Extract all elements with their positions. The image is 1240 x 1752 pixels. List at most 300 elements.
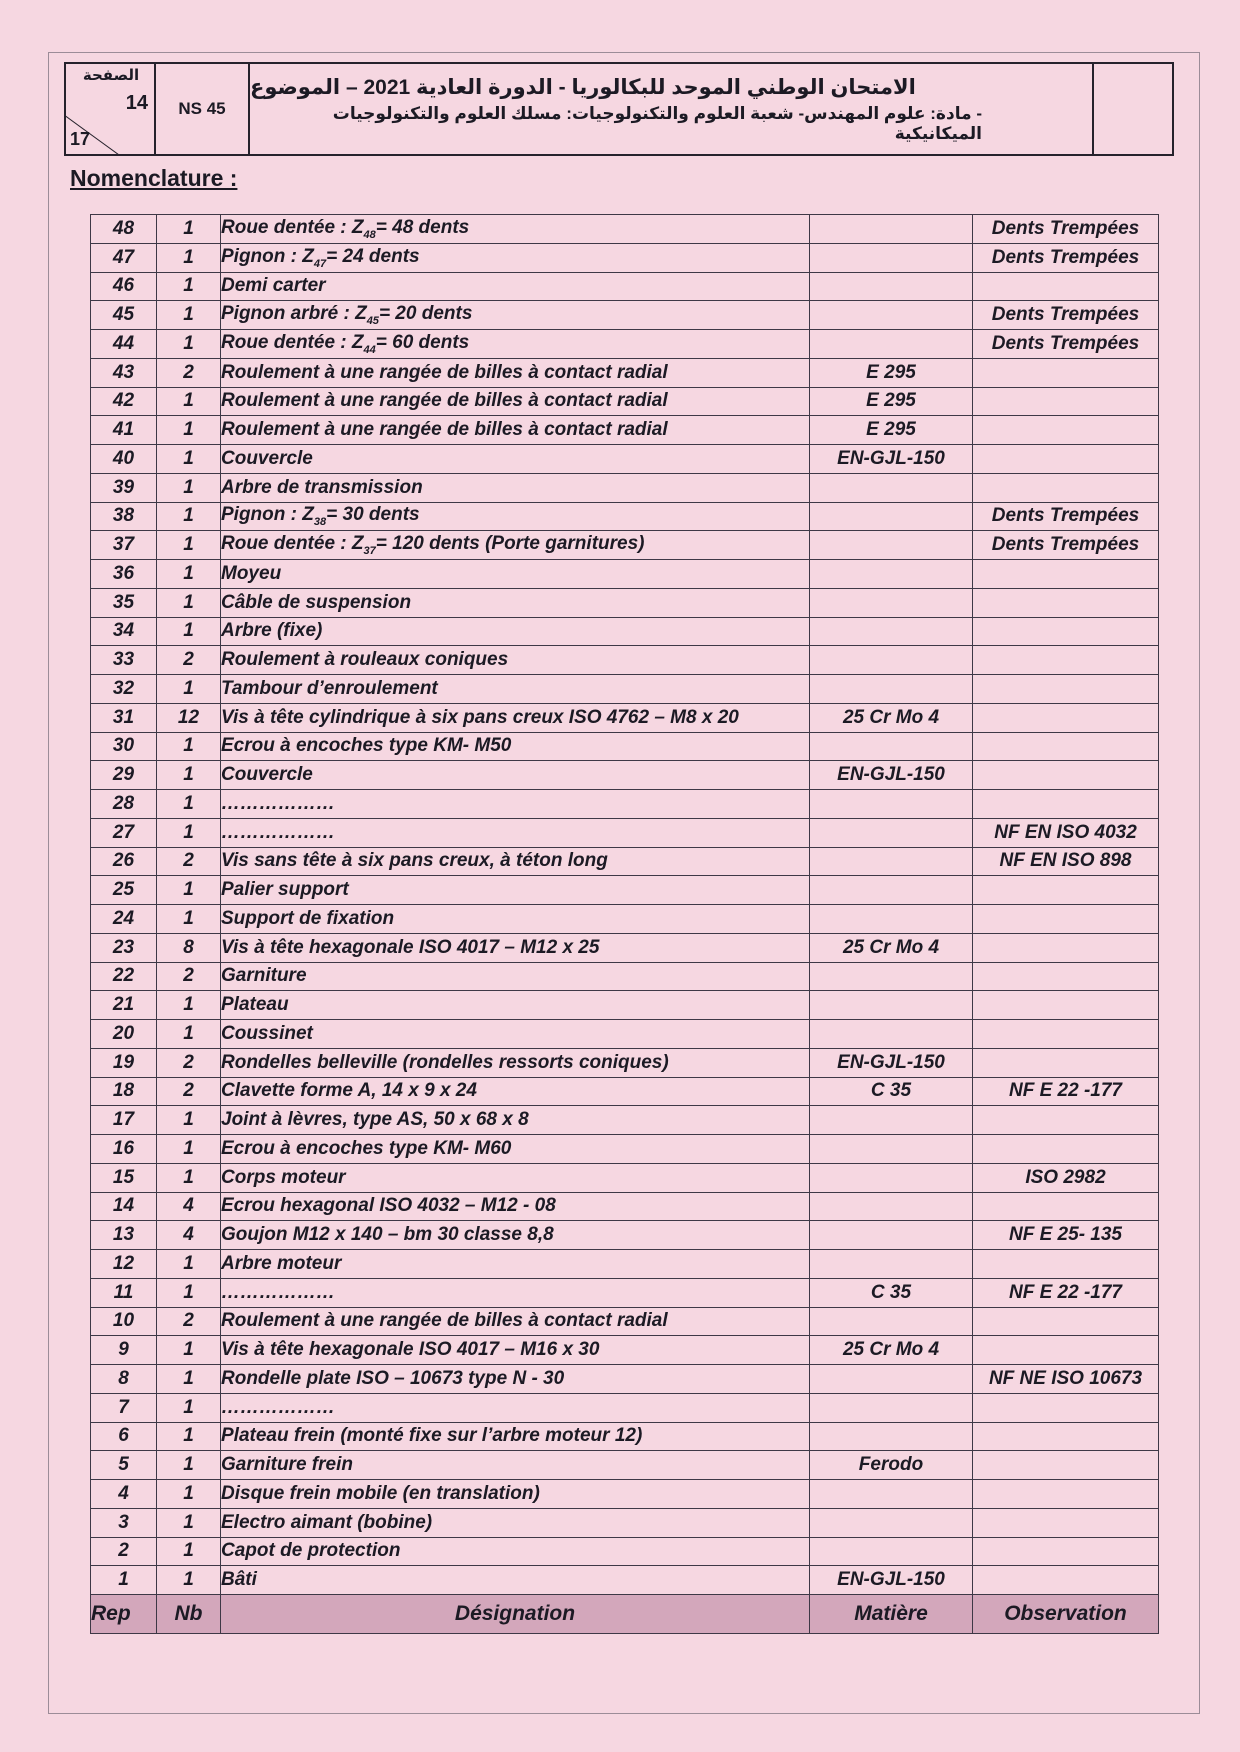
cell-observation (973, 1336, 1159, 1365)
cell-matiere: E 295 (810, 416, 973, 445)
cell-designation (221, 732, 810, 761)
cell-rep: 3 (91, 1508, 157, 1537)
cell-rep: 42 (91, 387, 157, 416)
cell-observation (973, 933, 1159, 962)
table-row (91, 675, 1159, 704)
cell-observation: NF E 22 -177 (973, 1278, 1159, 1307)
page-label: الصفحة (82, 67, 140, 84)
cell-observation (973, 445, 1159, 474)
table-row (91, 588, 1159, 617)
cell-observation (973, 272, 1159, 301)
table-row (91, 732, 1159, 761)
cell-observation: Dents Trempées (973, 243, 1159, 272)
cell-nb: 1 (157, 818, 221, 847)
designation-text: Pignon arbré : Z (221, 303, 367, 325)
cell-rep: 33 (91, 646, 157, 675)
table-row (91, 473, 1159, 502)
cell-nb: 2 (157, 1048, 221, 1077)
page-number-box (66, 64, 156, 154)
designation-text: Arbre moteur (221, 1252, 342, 1274)
cell-matiere (810, 818, 973, 847)
cell-observation (973, 703, 1159, 732)
cell-designation (221, 1048, 810, 1077)
designation-text: Ecrou hexagonal ISO 4032 – M12 - 08 (221, 1195, 556, 1217)
cell-matiere (810, 847, 973, 876)
cell-observation: NF E 22 -177 (973, 1077, 1159, 1106)
cell-matiere (810, 243, 973, 272)
table-row (91, 1336, 1159, 1365)
cell-observation (973, 1508, 1159, 1537)
cell-matiere (810, 1192, 973, 1221)
cell-nb: 1 (157, 761, 221, 790)
cell-observation (973, 991, 1159, 1020)
table-row (91, 387, 1159, 416)
cell-nb: 1 (157, 1422, 221, 1451)
cell-designation (221, 1278, 810, 1307)
cell-matiere (810, 1508, 973, 1537)
cell-rep: 4 (91, 1480, 157, 1509)
cell-rep: 40 (91, 445, 157, 474)
table-row (91, 646, 1159, 675)
cell-observation (973, 473, 1159, 502)
cell-designation (221, 876, 810, 905)
cell-observation (973, 876, 1159, 905)
cell-rep: 47 (91, 243, 157, 272)
designation-text: Roulement à rouleaux coniques (221, 649, 509, 671)
cell-designation (221, 905, 810, 934)
cell-observation (973, 588, 1159, 617)
page-total: 17 (70, 129, 91, 149)
cell-observation: ISO 2982 (973, 1163, 1159, 1192)
cell-matiere (810, 1307, 973, 1336)
cell-designation (221, 1537, 810, 1566)
table-row (91, 1192, 1159, 1221)
cell-nb: 1 (157, 1365, 221, 1394)
cell-nb: 1 (157, 905, 221, 934)
cell-designation (221, 761, 810, 790)
cell-nb: 8 (157, 933, 221, 962)
table-row (91, 1537, 1159, 1566)
cell-matiere (810, 646, 973, 675)
table-row (91, 1221, 1159, 1250)
cell-rep: 12 (91, 1250, 157, 1279)
cell-nb: 1 (157, 1135, 221, 1164)
table-row (91, 416, 1159, 445)
designation-suffix: = 24 dents (326, 245, 420, 267)
cell-designation (221, 703, 810, 732)
designation-suffix: = 20 dents (378, 303, 473, 325)
cell-nb: 2 (157, 646, 221, 675)
cell-matiere (810, 588, 973, 617)
cell-observation (973, 646, 1159, 675)
cell-matiere: EN-GJL-150 (810, 1048, 973, 1077)
cell-designation (221, 1508, 810, 1537)
cell-observation: Dents Trempées (973, 330, 1159, 359)
cell-observation: Dents Trempées (973, 301, 1159, 330)
designation-text: Câble de suspension (221, 591, 412, 613)
cell-matiere (810, 617, 973, 646)
cell-designation (221, 818, 810, 847)
cell-observation (973, 1393, 1159, 1422)
column-rep: Rep (91, 1595, 157, 1634)
designation-text: Couvercle (221, 764, 313, 786)
header-blank-box (1092, 64, 1172, 154)
cell-rep: 41 (91, 416, 157, 445)
tooth-count-subscript: 47 (313, 257, 327, 270)
cell-designation (221, 1221, 810, 1250)
cell-matiere: E 295 (810, 387, 973, 416)
cell-nb: 1 (157, 301, 221, 330)
cell-matiere (810, 1250, 973, 1279)
cell-matiere: C 35 (810, 1278, 973, 1307)
table-row (91, 1566, 1159, 1595)
designation-text: Clavette forme A, 14 x 9 x 24 (221, 1080, 477, 1102)
cell-matiere (810, 1221, 973, 1250)
cell-nb: 1 (157, 1566, 221, 1595)
cell-rep: 19 (91, 1048, 157, 1077)
cell-nb: 1 (157, 243, 221, 272)
designation-text: Demi carter (221, 275, 326, 297)
designation-text: Couvercle (221, 447, 313, 469)
section-title: Nomenclature : (70, 165, 238, 191)
designation-text: Roulement à une rangée de billes à contact radial (221, 1310, 668, 1332)
cell-nb: 4 (157, 1221, 221, 1250)
cell-rep: 23 (91, 933, 157, 962)
cell-designation (221, 445, 810, 474)
cell-designation (221, 991, 810, 1020)
cell-rep: 7 (91, 1393, 157, 1422)
designation-text: ……………… (221, 821, 335, 843)
cell-nb: 1 (157, 502, 221, 531)
designation-text: Roue dentée : Z (221, 331, 364, 353)
cell-observation (973, 1307, 1159, 1336)
cell-rep: 20 (91, 1020, 157, 1049)
cell-rep: 21 (91, 991, 157, 1020)
cell-designation (221, 847, 810, 876)
cell-observation (973, 905, 1159, 934)
cell-matiere (810, 905, 973, 934)
table-row (91, 1020, 1159, 1049)
tooth-count-subscript: 44 (363, 343, 376, 356)
designation-suffix: = 48 dents (375, 216, 470, 238)
cell-matiere (810, 1020, 973, 1049)
cell-matiere: 25 Cr Mo 4 (810, 933, 973, 962)
exam-code: NS 45 (156, 64, 250, 154)
cell-rep: 31 (91, 703, 157, 732)
table-row (91, 1480, 1159, 1509)
designation-text: Roue dentée : Z (221, 216, 364, 238)
designation-text: Coussinet (221, 1022, 313, 1044)
table-row (91, 1422, 1159, 1451)
cell-designation (221, 1106, 810, 1135)
cell-designation (221, 962, 810, 991)
cell-rep: 44 (91, 330, 157, 359)
cell-matiere (810, 1365, 973, 1394)
table-row (91, 330, 1159, 359)
column-designation: Désignation (221, 1595, 810, 1634)
cell-rep: 5 (91, 1451, 157, 1480)
cell-nb: 1 (157, 675, 221, 704)
designation-text: Pignon : Z (221, 504, 314, 526)
designation-text: Rondelle plate ISO – 10673 type N - 30 (221, 1367, 565, 1389)
cell-designation (221, 1336, 810, 1365)
cell-nb: 1 (157, 1537, 221, 1566)
cell-designation (221, 1365, 810, 1394)
cell-rep: 26 (91, 847, 157, 876)
cell-nb: 1 (157, 531, 221, 560)
cell-nb: 1 (157, 876, 221, 905)
cell-designation (221, 502, 810, 531)
table-row (91, 243, 1159, 272)
cell-rep: 14 (91, 1192, 157, 1221)
cell-nb: 1 (157, 387, 221, 416)
cell-nb: 1 (157, 416, 221, 445)
cell-nb: 1 (157, 1163, 221, 1192)
table-row (91, 560, 1159, 589)
cell-rep: 30 (91, 732, 157, 761)
designation-text: Electro aimant (bobine) (221, 1511, 433, 1533)
cell-nb: 1 (157, 1393, 221, 1422)
table-row (91, 1250, 1159, 1279)
cell-nb: 2 (157, 962, 221, 991)
designation-text: Arbre de transmission (221, 476, 423, 498)
designation-text: Joint à lèvres, type AS, 50 x 68 x 8 (221, 1109, 529, 1131)
cell-rep: 22 (91, 962, 157, 991)
table-row (91, 1106, 1159, 1135)
cell-matiere (810, 1480, 973, 1509)
table-row (91, 761, 1159, 790)
cell-designation (221, 1422, 810, 1451)
table-row (91, 215, 1159, 244)
cell-rep: 10 (91, 1307, 157, 1336)
cell-matiere (810, 790, 973, 819)
cell-nb: 1 (157, 1336, 221, 1365)
cell-rep: 9 (91, 1336, 157, 1365)
cell-matiere (810, 991, 973, 1020)
cell-rep: 32 (91, 675, 157, 704)
cell-matiere (810, 330, 973, 359)
cell-observation (973, 790, 1159, 819)
cell-nb: 1 (157, 1106, 221, 1135)
cell-rep: 35 (91, 588, 157, 617)
cell-designation (221, 933, 810, 962)
designation-text: Rondelles belleville (rondelles ressorts coniques) (221, 1051, 669, 1073)
table-row (91, 933, 1159, 962)
cell-nb: 1 (157, 1250, 221, 1279)
cell-nb: 1 (157, 445, 221, 474)
table-row (91, 502, 1159, 531)
cell-observation: Dents Trempées (973, 215, 1159, 244)
designation-text: Roulement à une rangée de billes à contact radial (221, 361, 668, 383)
cell-rep: 2 (91, 1537, 157, 1566)
designation-text: ……………… (221, 1281, 335, 1303)
designation-text: Vis à tête hexagonale ISO 4017 – M12 x 25 (221, 936, 600, 958)
cell-rep: 34 (91, 617, 157, 646)
cell-rep: 28 (91, 790, 157, 819)
cell-observation (973, 560, 1159, 589)
cell-rep: 17 (91, 1106, 157, 1135)
exam-header (64, 62, 1174, 156)
designation-text: Plateau (221, 994, 289, 1016)
cell-matiere (810, 675, 973, 704)
designation-text: Moyeu (221, 562, 282, 584)
cell-observation (973, 387, 1159, 416)
tooth-count-subscript: 45 (366, 315, 379, 328)
cell-nb: 1 (157, 330, 221, 359)
cell-nb: 1 (157, 732, 221, 761)
cell-observation: NF EN ISO 4032 (973, 818, 1159, 847)
cell-rep: 48 (91, 215, 157, 244)
cell-designation (221, 1393, 810, 1422)
designation-suffix: = 30 dents (326, 504, 420, 526)
cell-nb: 2 (157, 1307, 221, 1336)
cell-rep: 36 (91, 560, 157, 589)
cell-observation (973, 732, 1159, 761)
cell-observation (973, 416, 1159, 445)
cell-observation (973, 962, 1159, 991)
cell-designation (221, 588, 810, 617)
cell-designation (221, 330, 810, 359)
table-row (91, 301, 1159, 330)
designation-text: Disque frein mobile (en translation) (221, 1482, 540, 1504)
cell-matiere: E 295 (810, 358, 973, 387)
cell-observation (973, 1020, 1159, 1049)
cell-matiere (810, 1106, 973, 1135)
table-row (91, 531, 1159, 560)
cell-observation (973, 617, 1159, 646)
cell-designation (221, 416, 810, 445)
cell-rep: 18 (91, 1077, 157, 1106)
table-row (91, 905, 1159, 934)
cell-matiere (810, 215, 973, 244)
cell-matiere (810, 473, 973, 502)
cell-designation (221, 560, 810, 589)
cell-matiere: EN-GJL-150 (810, 761, 973, 790)
designation-text: Garniture (221, 965, 307, 987)
designation-text: Roulement à une rangée de billes à contact radial (221, 390, 668, 412)
cell-nb: 4 (157, 1192, 221, 1221)
table-row (91, 1365, 1159, 1394)
cell-designation (221, 1307, 810, 1336)
cell-observation (973, 1192, 1159, 1221)
table-row (91, 1393, 1159, 1422)
cell-designation (221, 531, 810, 560)
cell-matiere (810, 502, 973, 531)
designation-text: Goujon M12 x 140 – bm 30 classe 8,8 (221, 1224, 554, 1246)
table-row (91, 1163, 1159, 1192)
cell-observation (973, 675, 1159, 704)
designation-text: Vis à tête cylindrique à six pans creux ISO 4762 – M8 x 20 (221, 706, 739, 728)
cell-observation: NF E 25- 135 (973, 1221, 1159, 1250)
designation-suffix: = 120 dents (Porte garnitures) (375, 533, 645, 555)
cell-nb: 2 (157, 847, 221, 876)
cell-observation (973, 1537, 1159, 1566)
cell-matiere: EN-GJL-150 (810, 445, 973, 474)
table-row (91, 1278, 1159, 1307)
cell-matiere (810, 301, 973, 330)
table-row (91, 272, 1159, 301)
cell-matiere (810, 1163, 973, 1192)
cell-observation: Dents Trempées (973, 502, 1159, 531)
cell-nb: 12 (157, 703, 221, 732)
exam-title-block (250, 64, 1092, 154)
table-row (91, 991, 1159, 1020)
cell-matiere (810, 876, 973, 905)
cell-rep: 24 (91, 905, 157, 934)
cell-nb: 1 (157, 215, 221, 244)
cell-matiere (810, 1537, 973, 1566)
cell-observation (973, 358, 1159, 387)
cell-matiere: 25 Cr Mo 4 (810, 703, 973, 732)
cell-nb: 1 (157, 1508, 221, 1537)
cell-observation (973, 1566, 1159, 1595)
cell-nb: 1 (157, 272, 221, 301)
cell-rep: 46 (91, 272, 157, 301)
cell-matiere (810, 560, 973, 589)
cell-rep: 38 (91, 502, 157, 531)
cell-designation (221, 646, 810, 675)
column-observation: Observation (973, 1595, 1159, 1634)
cell-rep: 13 (91, 1221, 157, 1250)
table-row (91, 1451, 1159, 1480)
cell-matiere (810, 272, 973, 301)
designation-text: Arbre (fixe) (221, 620, 323, 642)
cell-observation: NF EN ISO 898 (973, 847, 1159, 876)
cell-nb: 1 (157, 1278, 221, 1307)
cell-nb: 2 (157, 1077, 221, 1106)
table-row (91, 617, 1159, 646)
cell-designation (221, 358, 810, 387)
column-nb: Nb (157, 1595, 221, 1634)
cell-matiere: EN-GJL-150 (810, 1566, 973, 1595)
cell-designation (221, 675, 810, 704)
cell-observation (973, 1106, 1159, 1135)
cell-rep: 45 (91, 301, 157, 330)
table-row (91, 1077, 1159, 1106)
table-row (91, 790, 1159, 819)
cell-rep: 25 (91, 876, 157, 905)
cell-observation (973, 1250, 1159, 1279)
table-row (91, 818, 1159, 847)
cell-designation (221, 1163, 810, 1192)
cell-nb: 1 (157, 473, 221, 502)
cell-designation (221, 1135, 810, 1164)
table-row (91, 358, 1159, 387)
designation-text: Corps moteur (221, 1166, 346, 1188)
tooth-count-subscript: 48 (363, 228, 376, 241)
page-current: 14 (125, 92, 148, 114)
designation-text: Palier support (221, 879, 349, 901)
cell-nb: 2 (157, 358, 221, 387)
cell-nb: 1 (157, 1020, 221, 1049)
cell-nb: 1 (157, 991, 221, 1020)
designation-text: ……………… (221, 792, 335, 814)
cell-designation (221, 1077, 810, 1106)
cell-rep: 37 (91, 531, 157, 560)
cell-rep: 16 (91, 1135, 157, 1164)
cell-observation: Dents Trempées (973, 531, 1159, 560)
cell-observation (973, 1048, 1159, 1077)
cell-matiere (810, 1422, 973, 1451)
nomenclature-table (90, 214, 1159, 1634)
cell-observation (973, 1480, 1159, 1509)
cell-designation (221, 790, 810, 819)
cell-designation (221, 1250, 810, 1279)
table-row (91, 1135, 1159, 1164)
table-row (91, 847, 1159, 876)
designation-text: Tambour d’enroulement (221, 677, 438, 699)
cell-matiere: C 35 (810, 1077, 973, 1106)
